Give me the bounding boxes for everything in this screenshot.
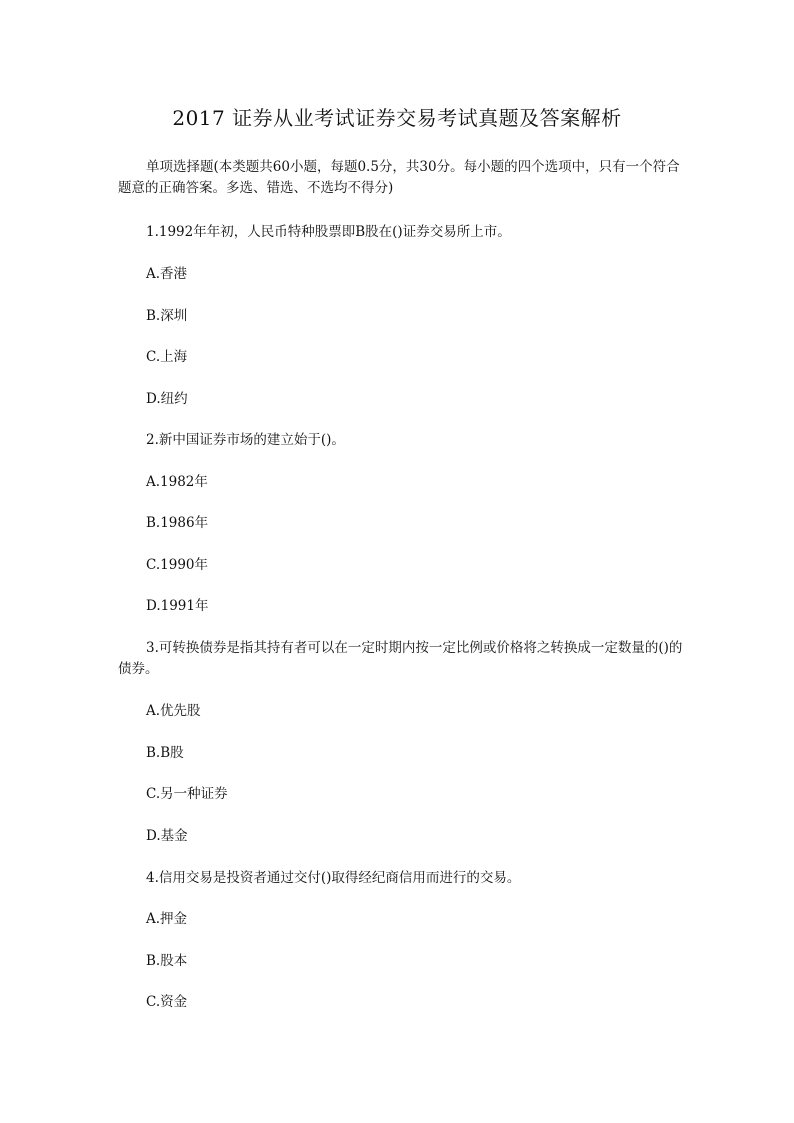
question-3-option-b: B.B股: [146, 745, 184, 761]
question-2-text: 2.新中国证券市场的建立始于()。: [146, 432, 345, 448]
question-3-option-a: A.优先股: [146, 703, 201, 719]
question-3-text: 3.可转换债券是指其持有者可以在一定时期内按一定比例或价格将之转换成一定数量的()的债券。: [118, 640, 683, 677]
question-3-option-c: C.另一种证券: [146, 786, 228, 802]
question-2-option-a: A.1982年: [146, 474, 208, 490]
question-1-option-d: D.纽约: [146, 391, 188, 407]
question-2-option-d: D.1991年: [146, 598, 209, 614]
section-instructions: 单项选择题(本类题共60小题，每题0.5分，共30分。每小题的四个选项中，只有一个符合题意的正确答案。多选、错选、不选均不得分): [118, 159, 680, 196]
question-1-option-b: B.深圳: [146, 308, 188, 324]
question-1-option-c: C.上海: [146, 349, 188, 365]
question-1-text: 1.1992年年初，人民币特种股票即B股在()证券交易所上市。: [146, 224, 511, 240]
question-4-option-c: C.资金: [146, 994, 188, 1010]
question-4-option-b: B.股本: [146, 953, 188, 969]
document-title: 2017 证券从业考试证券交易考试真题及答案解析: [172, 106, 622, 130]
question-2-option-c: C.1990年: [146, 557, 208, 573]
question-4-option-a: A.押金: [146, 911, 188, 927]
question-2-option-b: B.1986年: [146, 515, 209, 531]
question-1-option-a: A.香港: [146, 266, 188, 282]
question-4-text: 4.信用交易是投资者通过交付()取得经纪商信用而进行的交易。: [146, 870, 521, 886]
question-3-option-d: D.基金: [146, 828, 188, 844]
